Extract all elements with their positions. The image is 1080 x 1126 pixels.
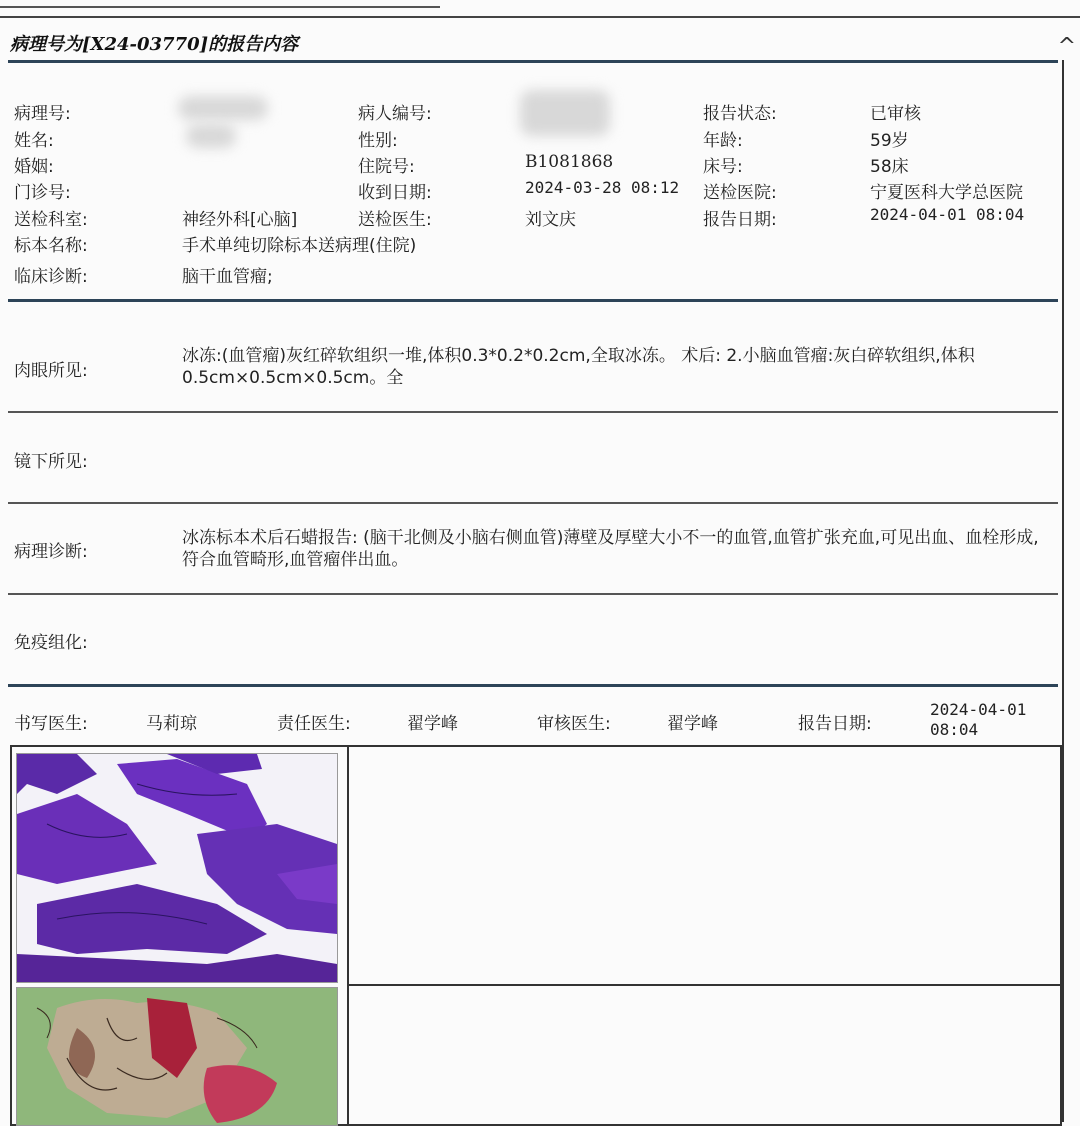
ihc-label: 免疫组化: bbox=[14, 633, 88, 653]
writer-label: 书写医生: bbox=[14, 714, 88, 734]
he-stain-micrograph-1[interactable] bbox=[16, 753, 338, 983]
patient-id-label: 病人编号: bbox=[358, 104, 432, 124]
clinical-dx-value: 脑干血管瘤; bbox=[182, 267, 273, 287]
reviewer-label: 审核医生: bbox=[537, 714, 611, 734]
received-date-value: 2024-03-28 08:12 bbox=[525, 178, 680, 197]
pathology-no-label: 病理号: bbox=[14, 104, 71, 124]
received-date-label: 收到日期: bbox=[358, 183, 432, 203]
divider bbox=[8, 684, 1058, 687]
redacted-value bbox=[178, 96, 268, 120]
dept-value: 神经外科[心脑] bbox=[182, 210, 298, 230]
age-label: 年龄: bbox=[703, 131, 743, 151]
doctor-value: 刘文庆 bbox=[525, 210, 576, 230]
redacted-value bbox=[520, 90, 610, 136]
dept-label: 送检科室: bbox=[14, 210, 88, 230]
writer-value: 马莉琼 bbox=[146, 714, 197, 734]
outpatient-no-label: 门诊号: bbox=[14, 183, 71, 203]
gross-label: 肉眼所见: bbox=[14, 361, 88, 381]
name-label: 姓名: bbox=[14, 131, 54, 151]
inpatient-no-label: 住院号: bbox=[358, 157, 415, 177]
micrograph-image bbox=[17, 754, 337, 982]
report-date-value: 2024-04-01 08:04 bbox=[870, 205, 1025, 224]
cell-divider bbox=[347, 984, 1060, 986]
responsible-value: 翟学峰 bbox=[407, 714, 458, 734]
bed-value: 58床 bbox=[870, 157, 909, 177]
age-value: 59岁 bbox=[870, 131, 909, 151]
scrollbar-edge[interactable] bbox=[1062, 60, 1064, 1122]
image-table bbox=[10, 745, 1062, 1126]
bed-label: 床号: bbox=[703, 157, 743, 177]
doctor-label: 送检医生: bbox=[358, 210, 432, 230]
gender-label: 性别: bbox=[358, 131, 398, 151]
specimen-label: 标本名称: bbox=[14, 236, 88, 256]
footer-report-date-line2: 08:04 bbox=[930, 720, 979, 739]
top-rule bbox=[0, 6, 440, 8]
he-stain-micrograph-2[interactable] bbox=[16, 987, 338, 1126]
hospital-label: 送检医院: bbox=[703, 183, 777, 203]
clinical-dx-label: 临床诊断: bbox=[14, 267, 88, 287]
gross-text: 冰冻:(血管瘤)灰红碎软组织一堆,体积0.3*0.2*0.2cm,全取冰冻。 术后: 2.小脑血管瘤:灰白碎软组织,体积0.5cm×0.5cm×0.5cm。全 bbox=[182, 346, 975, 388]
page-title: 病理号为[X24-03770]的报告内容 bbox=[10, 34, 299, 55]
scroll-up-icon[interactable]: ^ bbox=[1057, 34, 1076, 59]
micrograph-image bbox=[17, 988, 337, 1125]
redacted-value bbox=[186, 124, 236, 148]
divider bbox=[8, 593, 1058, 595]
divider bbox=[8, 299, 1058, 302]
inpatient-no-value: B1081868 bbox=[525, 152, 614, 172]
report-date-label: 报告日期: bbox=[703, 210, 777, 230]
reviewer-value: 翟学峰 bbox=[667, 714, 718, 734]
divider bbox=[8, 60, 1058, 63]
responsible-label: 责任医生: bbox=[277, 714, 351, 734]
marriage-label: 婚姻: bbox=[14, 157, 54, 177]
diagnosis-text: 冰冻标本术后石蜡报告: (脑干北侧及小脑右侧血管)薄壁及厚壁大小不一的血管,血管扩张充血,可见出血、血栓形成,符合血管畸形,血管瘤伴出血。 bbox=[182, 528, 1039, 570]
specimen-value: 手术单纯切除标本送病理(住院) bbox=[182, 236, 417, 256]
report-status-value: 已审核 bbox=[870, 104, 921, 124]
cell-divider bbox=[347, 747, 349, 1124]
footer-report-date-line1: 2024-04-01 bbox=[930, 700, 1027, 719]
hospital-value: 宁夏医科大学总医院 bbox=[870, 183, 1023, 203]
diagnosis-label: 病理诊断: bbox=[14, 542, 88, 562]
top-rule bbox=[0, 16, 1080, 18]
footer-report-date-label: 报告日期: bbox=[798, 714, 872, 734]
micro-label: 镜下所见: bbox=[14, 452, 88, 472]
divider bbox=[8, 502, 1058, 504]
divider bbox=[8, 411, 1058, 413]
report-status-label: 报告状态: bbox=[703, 104, 777, 124]
